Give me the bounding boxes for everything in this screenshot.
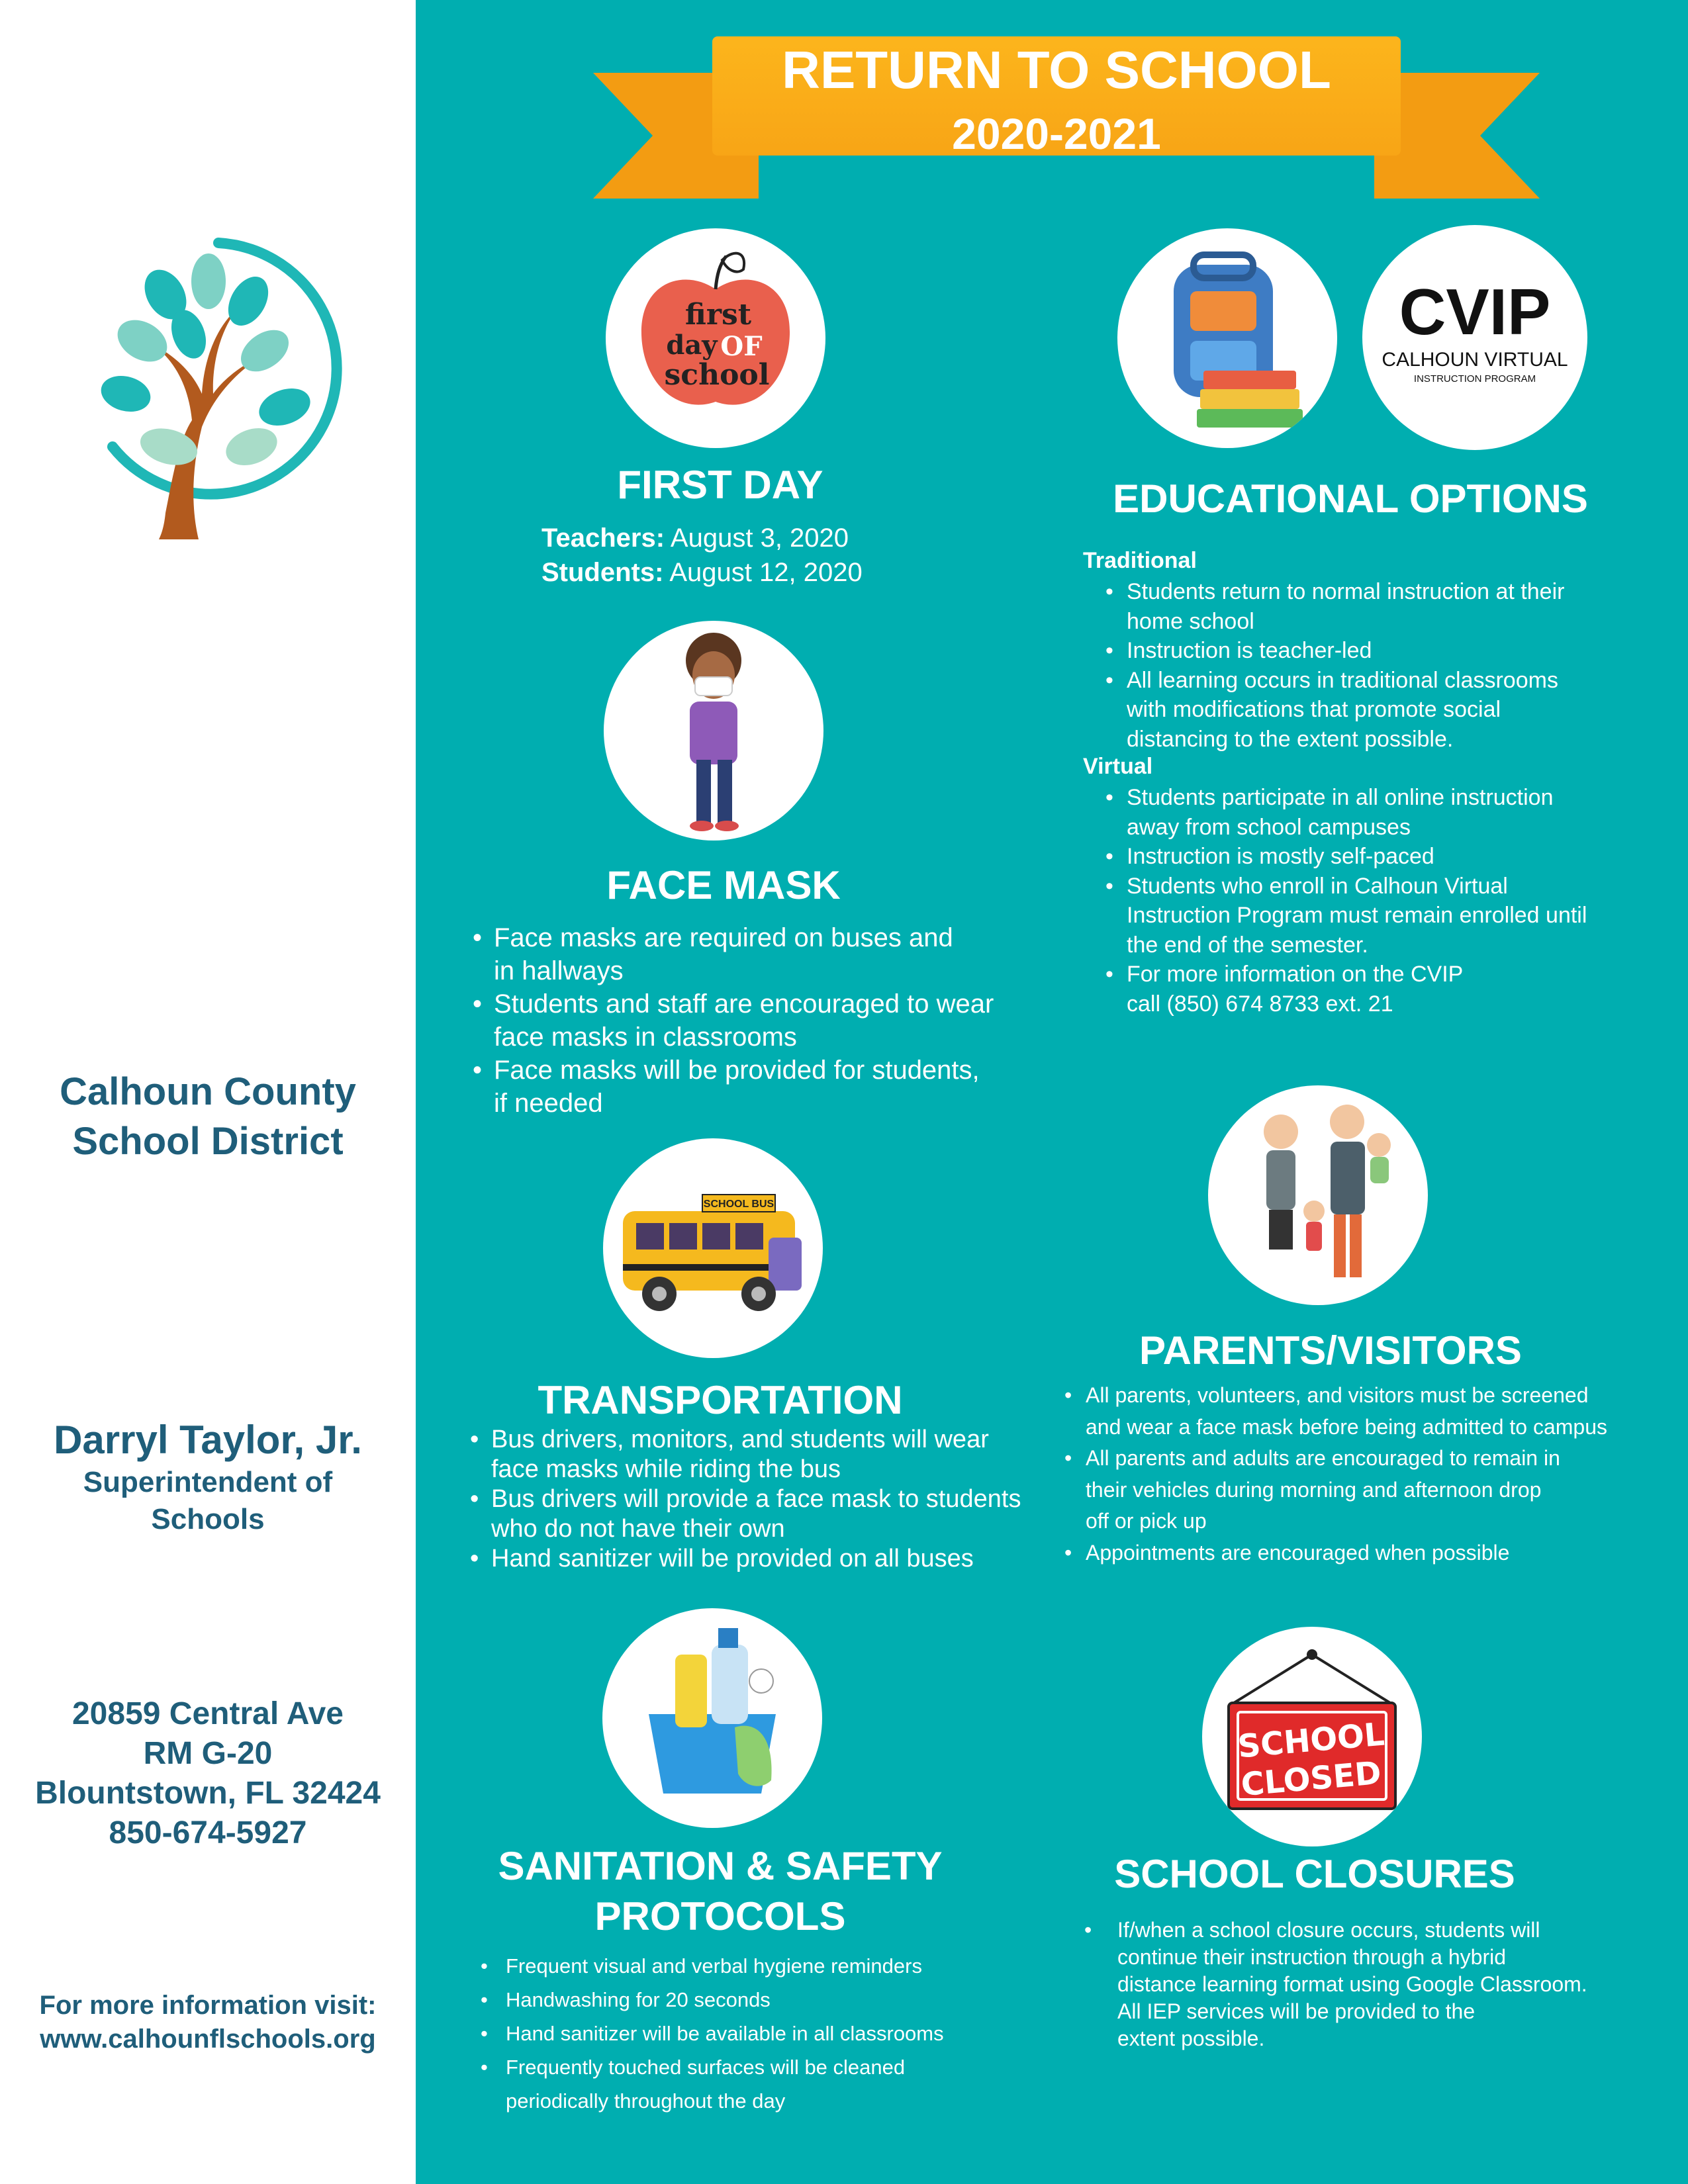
- banner-title: RETURN TO SCHOOL: [782, 40, 1331, 99]
- line: Frequently touched surfaces will be cleaned: [506, 2056, 906, 2079]
- apple-text-day: day: [666, 330, 718, 361]
- virtual-item: [1103, 842, 1632, 872]
- school-closures-list: [1082, 1917, 1651, 2052]
- sanitation-heading-line2: PROTOCOLS: [594, 1894, 846, 1938]
- line: Students and staff are encouraged to wear: [494, 989, 994, 1019]
- tree-logo-icon: [66, 228, 344, 546]
- line: who do not have their own: [491, 1515, 785, 1543]
- superintendent-title-line1: Superintendent of: [83, 1466, 333, 1498]
- line: call (850) 674 8733 ext. 21: [1127, 991, 1393, 1017]
- face-mask-item: [470, 1054, 1039, 1120]
- students-label: Students:: [541, 558, 664, 587]
- virtual-item: [1103, 872, 1632, 960]
- line: home school: [1127, 608, 1254, 634]
- line: Handwashing for 20 seconds: [506, 1988, 771, 2011]
- address-block: [0, 1694, 416, 1853]
- teachers-date: August 3, 2020: [670, 523, 849, 553]
- cvip-logo: [1362, 225, 1587, 450]
- sign-text-closed: CLOSED: [1239, 1754, 1383, 1804]
- traditional-item: [1103, 666, 1632, 754]
- line: Appointments are encouraged when possible: [1086, 1540, 1510, 1565]
- first-day-students: [541, 556, 863, 589]
- face-mask-list: [470, 921, 1039, 1120]
- line: All parents, volunteers, and visitors must be screened: [1086, 1383, 1589, 1407]
- line: in hallways: [494, 956, 624, 985]
- district-line2: School District: [72, 1120, 344, 1163]
- cvip-name: CALHOUN VIRTUAL: [1382, 349, 1568, 371]
- line: Frequent visual and verbal hygiene reminders: [506, 1954, 922, 1978]
- line: Instruction is mostly self-paced: [1127, 844, 1434, 869]
- line: distance learning format using Google Classroom.: [1117, 1972, 1587, 1996]
- virtual-list: [1103, 783, 1632, 1019]
- face-mask-heading: FACE MASK: [606, 863, 841, 907]
- students-date: August 12, 2020: [669, 558, 863, 587]
- line: their vehicles during morning and afternoon drop: [1086, 1477, 1542, 1502]
- virtual-label: Virtual: [1083, 754, 1153, 779]
- traditional-label: Traditional: [1083, 548, 1197, 573]
- website-link[interactable]: www.calhounflschools.org: [40, 2025, 376, 2054]
- line: face masks in classrooms: [494, 1023, 797, 1052]
- line: If/when a school closure occurs, students will: [1117, 1918, 1540, 1942]
- transportation-item: [467, 1425, 1076, 1484]
- line: Students participate in all online instruction: [1127, 785, 1554, 810]
- line: Students who enroll in Calhoun Virtual: [1127, 873, 1508, 899]
- line: continue their instruction through a hybrid: [1117, 1945, 1507, 1969]
- line: Students return to normal instruction at their: [1127, 579, 1565, 604]
- sanitation-item: [478, 2017, 1047, 2050]
- line: off or pick up: [1086, 1509, 1207, 1533]
- face-mask-item: [470, 921, 1039, 987]
- virtual-item: [1103, 783, 1632, 842]
- district-line1: Calhoun County: [60, 1070, 356, 1113]
- bus-sign-text: SCHOOL BUS: [703, 1199, 774, 1210]
- teachers-label: Teachers:: [541, 523, 665, 553]
- line: All IEP services will be provided to the: [1117, 1999, 1476, 2023]
- line: Bus drivers will provide a face mask to students: [491, 1485, 1021, 1513]
- line: periodically throughout the day: [506, 2089, 786, 2113]
- sanitation-list: [478, 1949, 1047, 2118]
- sign-text-school: SCHOOL: [1236, 1715, 1386, 1766]
- traditional-list: [1103, 577, 1632, 754]
- line: Hand sanitizer will be available in all classrooms: [506, 2022, 944, 2045]
- apple-text-school: school: [664, 358, 770, 392]
- school-bus-icon: [603, 1138, 823, 1358]
- address-line2: RM G-20: [143, 1736, 273, 1771]
- parents-visitors-heading: PARENTS/VISITORS: [1139, 1328, 1522, 1373]
- cvip-acronym: CVIP: [1399, 275, 1551, 348]
- transportation-list: [467, 1425, 1076, 1574]
- line: and wear a face mask before being admitted to campus: [1086, 1414, 1607, 1439]
- address-line3: Blountstown, FL 32424: [35, 1776, 381, 1811]
- cleaning-supplies-icon: [602, 1608, 822, 1828]
- superintendent-name: Darryl Taylor, Jr.: [54, 1418, 362, 1462]
- sidebar: [0, 0, 416, 2184]
- backpack-books-icon: [1117, 228, 1337, 448]
- transportation-heading: TRANSPORTATION: [538, 1378, 903, 1422]
- apple-text-first: first: [684, 298, 752, 332]
- line: face masks while riding the bus: [491, 1455, 841, 1483]
- face-mask-boy-icon: [604, 621, 823, 841]
- line: if needed: [494, 1089, 603, 1118]
- apple-text-of: OF: [720, 331, 763, 362]
- school-closures-heading: SCHOOL CLOSURES: [1114, 1852, 1515, 1896]
- traditional-item: [1103, 577, 1632, 636]
- traditional-item: [1103, 636, 1632, 666]
- line: Instruction Program must remain enrolled until: [1127, 903, 1587, 928]
- sanitation-item: [478, 1949, 1047, 1983]
- educational-options-heading: EDUCATIONAL OPTIONS: [1113, 477, 1588, 521]
- line: away from school campuses: [1127, 814, 1411, 840]
- line: distancing to the extent possible.: [1127, 726, 1454, 752]
- transportation-item: [467, 1544, 1076, 1574]
- line: All learning occurs in traditional classrooms: [1127, 667, 1558, 693]
- sanitation-item: [478, 2050, 1047, 2118]
- district-name: [0, 1067, 416, 1166]
- face-mask-item: [470, 987, 1039, 1054]
- phone-number: 850-674-5927: [109, 1815, 307, 1850]
- virtual-item: [1103, 960, 1632, 1019]
- line: For more information on the CVIP: [1127, 962, 1464, 987]
- transportation-item: [467, 1484, 1076, 1544]
- line: All parents and adults are encouraged to remain in: [1086, 1446, 1560, 1470]
- address-line1: 20859 Central Ave: [71, 1696, 344, 1731]
- sanitation-item: [478, 1983, 1047, 2017]
- line: Hand sanitizer will be provided on all buses: [491, 1545, 974, 1572]
- sanitation-heading: [455, 1841, 985, 1942]
- family-icon: [1208, 1085, 1428, 1305]
- cvip-subtitle: INSTRUCTION PROGRAM: [1413, 373, 1536, 385]
- line: the end of the semester.: [1127, 932, 1368, 958]
- line: Bus drivers, monitors, and students will wear: [491, 1426, 989, 1453]
- parents-item: [1062, 1380, 1671, 1443]
- superintendent-title: [0, 1464, 416, 1538]
- school-closures-item: [1082, 1917, 1651, 2052]
- parents-visitors-list: [1062, 1380, 1671, 1569]
- line: extent possible.: [1117, 2026, 1265, 2050]
- parents-item: [1062, 1443, 1671, 1537]
- line: with modifications that promote social: [1127, 697, 1501, 722]
- parents-item: [1062, 1537, 1671, 1569]
- sanitation-heading-line1: SANITATION & SAFETY: [498, 1844, 943, 1888]
- line: Instruction is teacher-led: [1127, 638, 1372, 663]
- superintendent-title-line2: Schools: [151, 1503, 265, 1535]
- banner-year: 2020-2021: [952, 109, 1161, 158]
- first-day-apple-icon: [606, 228, 825, 448]
- first-day-teachers: [541, 522, 849, 555]
- line: Face masks are required on buses and: [494, 923, 953, 952]
- school-closed-sign-icon: [1202, 1627, 1422, 1846]
- first-day-heading: FIRST DAY: [617, 463, 823, 507]
- more-info-label: For more information visit:: [39, 1991, 377, 2020]
- line: Face masks will be provided for students,: [494, 1056, 980, 1085]
